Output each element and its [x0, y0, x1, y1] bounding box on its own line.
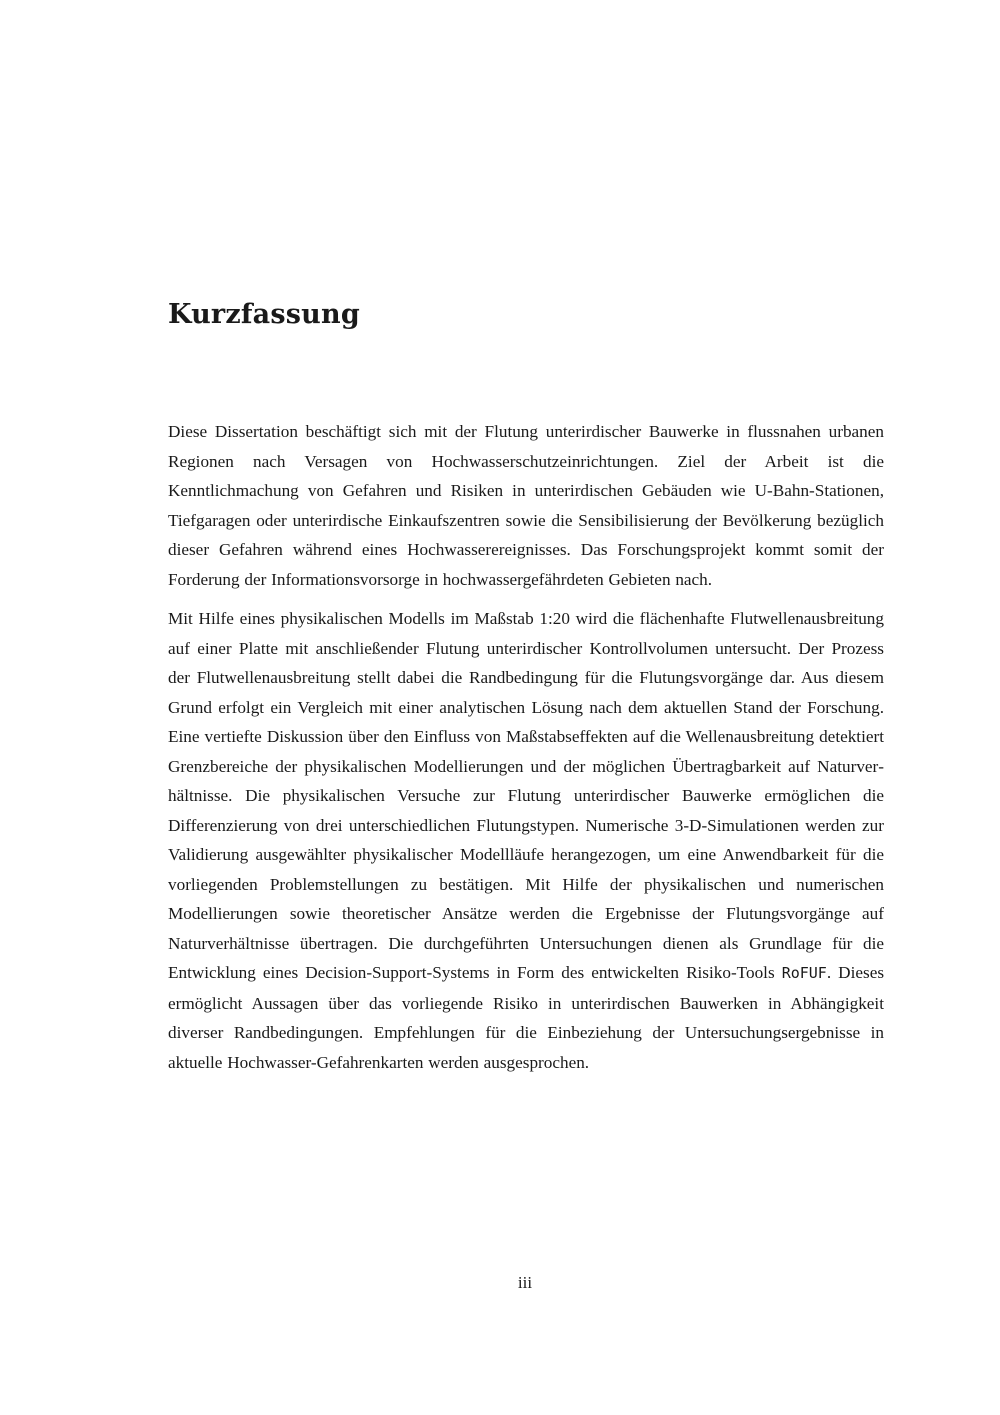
chapter-title: Kurzfassung — [168, 299, 360, 330]
paragraph-1: Diese Dissertation beschäftigt sich mit der Flutung unterirdischer Bauwerke in flussnahen urbanen Regionen nach Versagen von Hochwasserschutzeinrichtungen. Ziel der Arbeit ist die Kenntlichmachung von Gefahren und Risiken in unterirdischen Gebäuden wie U-Bahn-Stationen, Tiefgaragen oder unterirdische Einkaufszentren sowie die Sensibilisierung der Bevölkerung bezüglich dieser Gefahren während eines Hochwasserereignisses. Das Forschungsprojekt kommt somit der Forderung der Informationsvorsorge in hochwassergefährdeten Gebieten nach. — [168, 422, 884, 589]
paragraph-2-text-before: Mit Hilfe eines physikalischen Modells im Maßstab 1:20 wird die flächenhafte Flutwellenausbreitung auf einer Platte mit anschließender Flutung unterirdischer Kontrollvolumen untersucht. Der Prozess der Flutwellenausbreitung stellt dabei die Randbedingung für die Flutungsvorgänge dar. Aus diesem Grund erfolgt ein Vergleich mit einer analytischen Lösung nach dem aktuellen Stand der Forschung. Eine vertiefte Diskussion über den Einfluss von Maßstabseffekten auf die Wellenausbreitung detektiert Grenzbereiche der physikalischen Modellierungen und der möglichen Übertragbarkeit auf Naturverhältnisse. Die physikalischen Versuche zur Flutung unterirdischer Bauwerke ermöglichen die Differenzierung von drei unterschiedlichen Flutungstypen. Numerische 3-D-Simulationen werden zur Validierung ausgewählter physikalischer Modellläufe herangezogen, um eine Anwendbarkeit für die vorliegenden Problemstellungen zu bestätigen. Mit Hilfe der physikalischen und numerischen Modellierungen sowie theoretischer Ansätze werden die Ergebnisse der Flutungsvorgänge auf Naturverhältnisse übertragen. Die durchgeführten Untersuchungen dienen als Grundlage für die Entwicklung eines Decision-Support-Systems in Form des entwickelten Risiko-Tools — [168, 609, 884, 982]
tool-name-code: RoFUF — [781, 964, 827, 982]
page-number: iii — [517, 1273, 533, 1292]
paragraph-2-text-after: . Dieses ermöglicht Aussagen über das vorliegende Risiko in unterirdischen Bauwerken in Abhängigkeit diverser Randbedingungen. Empfehlungen für die Einbeziehung der Untersuchungsergebnisse in aktuelle Hochwasser-Gefahrenkarten werden ausgesprochen. — [168, 963, 885, 1072]
paragraph-2 — [168, 604, 884, 1077]
abstract-body — [168, 417, 884, 1077]
